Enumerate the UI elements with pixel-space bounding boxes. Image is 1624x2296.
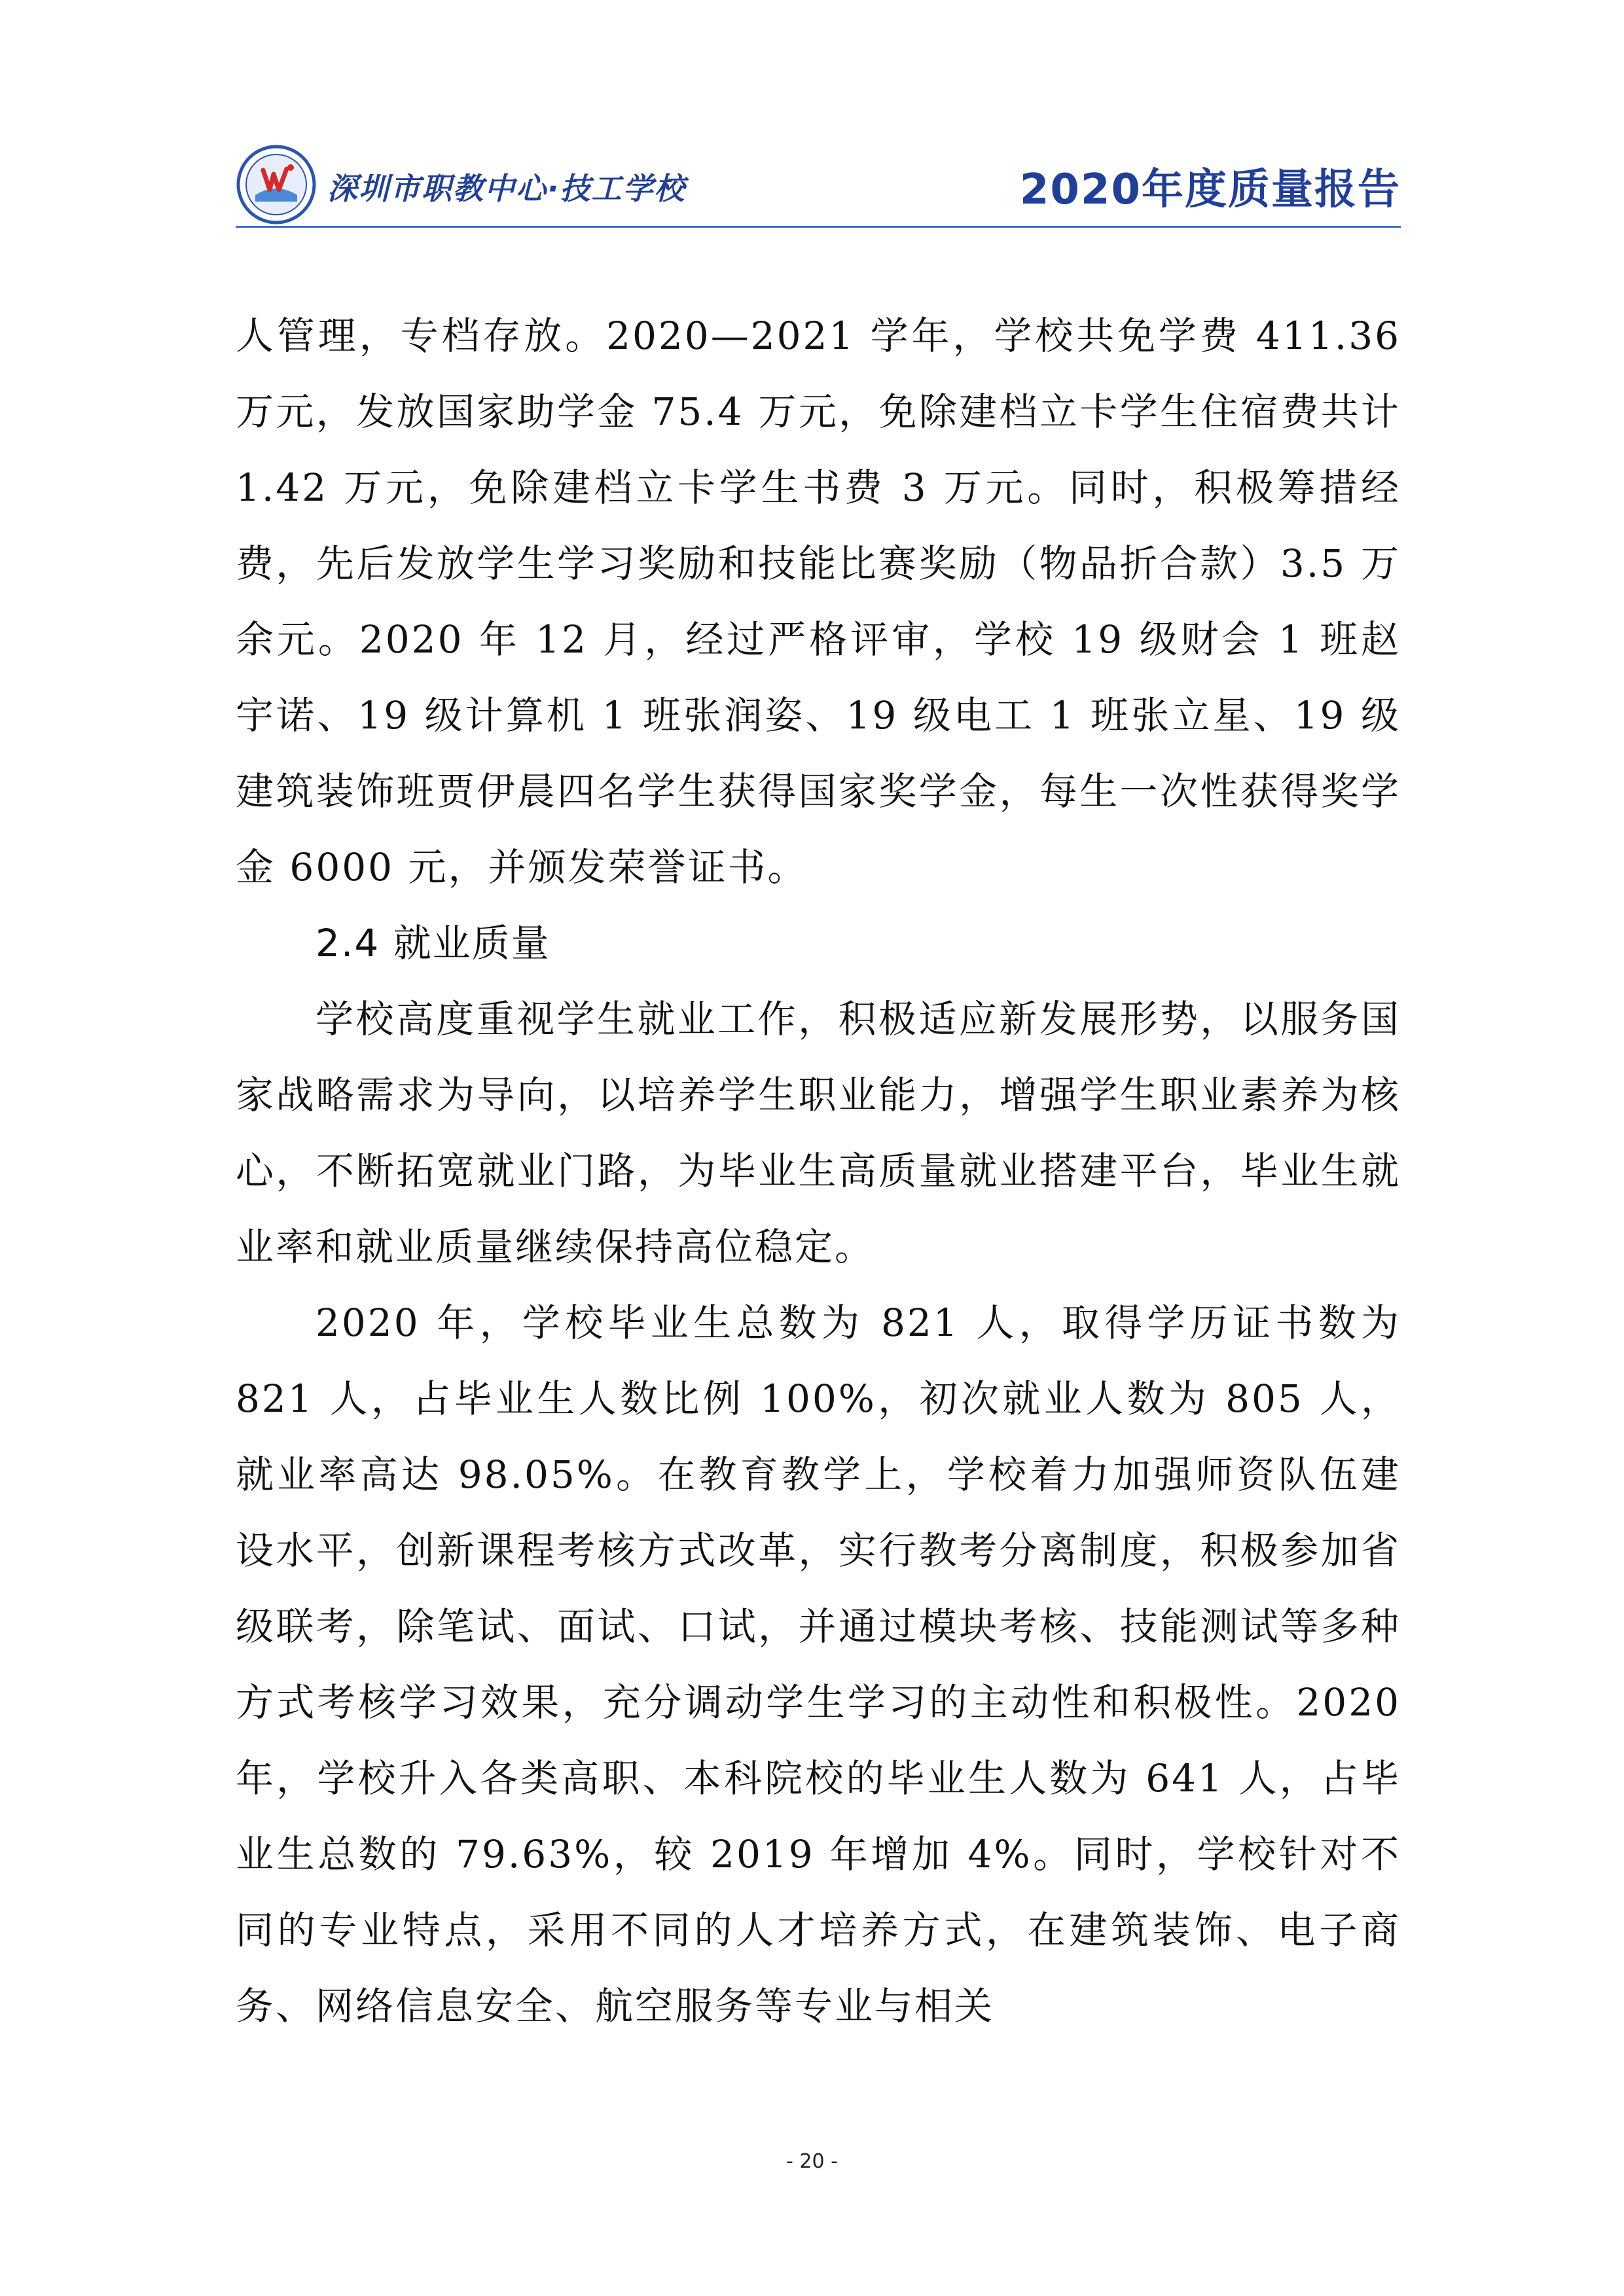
- school-emblem-icon: [236, 144, 317, 225]
- report-title: 2020年度质量报告: [1019, 166, 1401, 214]
- paragraph-graduate-statistics: 2020 年，学校毕业生总数为 821 人，取得学历证书数为 821 人，占毕业生人数比例 100%，初次就业人数为 805 人，就业率高达 98.05%。在教育教学上，学校着力加强师资队伍建设水平，创新课程考核方式改革，实行教考分离制度，积极参加省级联考，除笔试、面试、口试，并通过模块考核、技能测试等多种方式考核学习效果，充分调动学生学习的主动性和积极性。2020 年，学校升入各类高职、本科院校的毕业生人数为 641 人，占毕业生总数的 79.63%，较 2019 年增加 4%。同时，学校针对不同的专业特点，采用不同的人才培养方式，在建筑装饰、电子商务、网络信息安全、航空服务等专业与相关: [236, 1300, 1401, 2028]
- page-number: - 20 -: [786, 2150, 838, 2173]
- page-header: [236, 144, 1401, 223]
- header-divider: [236, 226, 1401, 228]
- paragraph-employment-intro: 学校高度重视学生就业工作，积极适应新发展形势，以服务国家战略需求为导向，以培养学生职业能力，增强学生职业素养为核心，不断拓宽就业门路，为毕业生高质量就业搭建平台，毕业生就业率和就业质量继续保持高位稳定。: [236, 997, 1401, 1269]
- school-name: 深圳市职教中心·技工学校: [327, 171, 686, 206]
- section-heading-employment-quality: 2.4 就业质量: [316, 921, 550, 965]
- paragraph-financial-aid: 人管理，专档存放。2020—2021 学年，学校共免学费 411.36 万元，发放国家助学金 75.4 万元，免除建档立卡学生住宿费共计 1.42 万元，免除建档立卡学生书费 3 万元。同时，积极筹措经费，先后发放学生学习奖励和技能比赛奖励（物品折合款）3.5 万余元。2020 年 12 月，经过严格评审，学校 19 级财会 1 班赵宇诺、19 级计算机 1 班张润姿、19 级电工 1 班张立星、19 级建筑装饰班贾伊晨四名学生获得国家奖学金，每生一次性获得奖学金 6000 元，并颁发荣誉证书。: [236, 314, 1401, 889]
- page-content: [236, 298, 1401, 2044]
